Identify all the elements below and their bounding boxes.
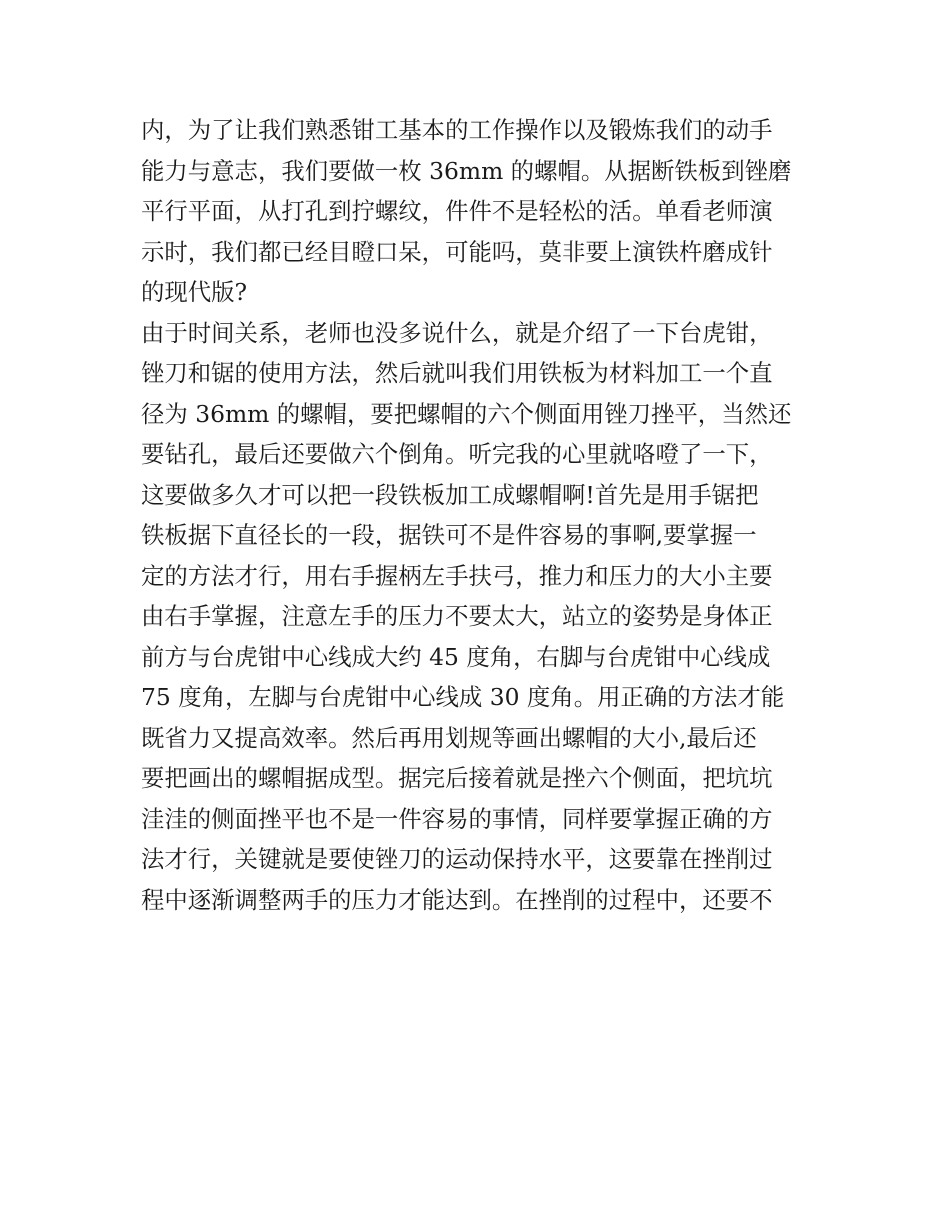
text-line: 既省力又提高效率。然后再用划规等画出螺帽的大小,最后还 — [141, 723, 757, 752]
text-line: 示时，我们都已经目瞪口呆，可能吗，莫非要上演铁杵磨成针 — [141, 237, 773, 266]
text-line: 铁板据下直径长的一段，据铁可不是件容易的事啊,要掌握一 — [141, 521, 757, 549]
text-line: 要钻孔，最后还要做六个倒角。听完我的心里就咯噔了一下， — [141, 440, 773, 468]
text-line: 的现代版? — [141, 278, 248, 306]
text-line: 这要做多久才可以把一段铁板加工成螺帽啊!首先是用手锯把 — [141, 480, 759, 509]
text-line: 前方与台虎钳中心线成大约 45 度角，右脚与台虎钳中心线成 — [141, 642, 771, 671]
text-line: 75 度角，左脚与台虎钳中心线成 30 度角。用正确的方法才能 — [141, 683, 785, 711]
text-line: 内，为了让我们熟悉钳工基本的工作操作以及锻炼我们的动手 — [141, 116, 773, 144]
text-line: 由右手掌握，注意左手的压力不要太大，站立的姿势是身体正 — [141, 602, 773, 630]
text-line: 由于时间关系，老师也没多说什么，就是介绍了一下台虎钳， — [141, 318, 773, 347]
text-line: 径为 36mm 的螺帽，要把螺帽的六个侧面用锉刀挫平，当然还 — [141, 399, 792, 428]
text-line: 平行平面，从打孔到拧螺纹，件件不是轻松的活。单看老师演 — [141, 197, 773, 225]
text-line: 洼洼的侧面挫平也不是一件容易的事情，同样要掌握正确的方 — [141, 804, 773, 833]
text-line: 能力与意志，我们要做一枚 36mm 的螺帽。从据断铁板到锉磨 — [141, 156, 792, 185]
text-line: 程中逐渐调整两手的压力才能达到。在挫削的过程中，还要不 — [141, 885, 773, 914]
text-line: 法才行，关键就是要使锉刀的运动保持水平，这要靠在挫削过 — [141, 845, 773, 873]
body-text — [141, 110, 813, 920]
text-line: 定的方法才行，用右手握柄左手扶弓，推力和压力的大小主要 — [141, 561, 773, 590]
text-line: 锉刀和锯的使用方法，然后就叫我们用铁板为材料加工一个直 — [141, 359, 773, 387]
text-line: 要把画出的螺帽据成型。据完后接着就是挫六个侧面，把坑坑 — [141, 764, 773, 792]
